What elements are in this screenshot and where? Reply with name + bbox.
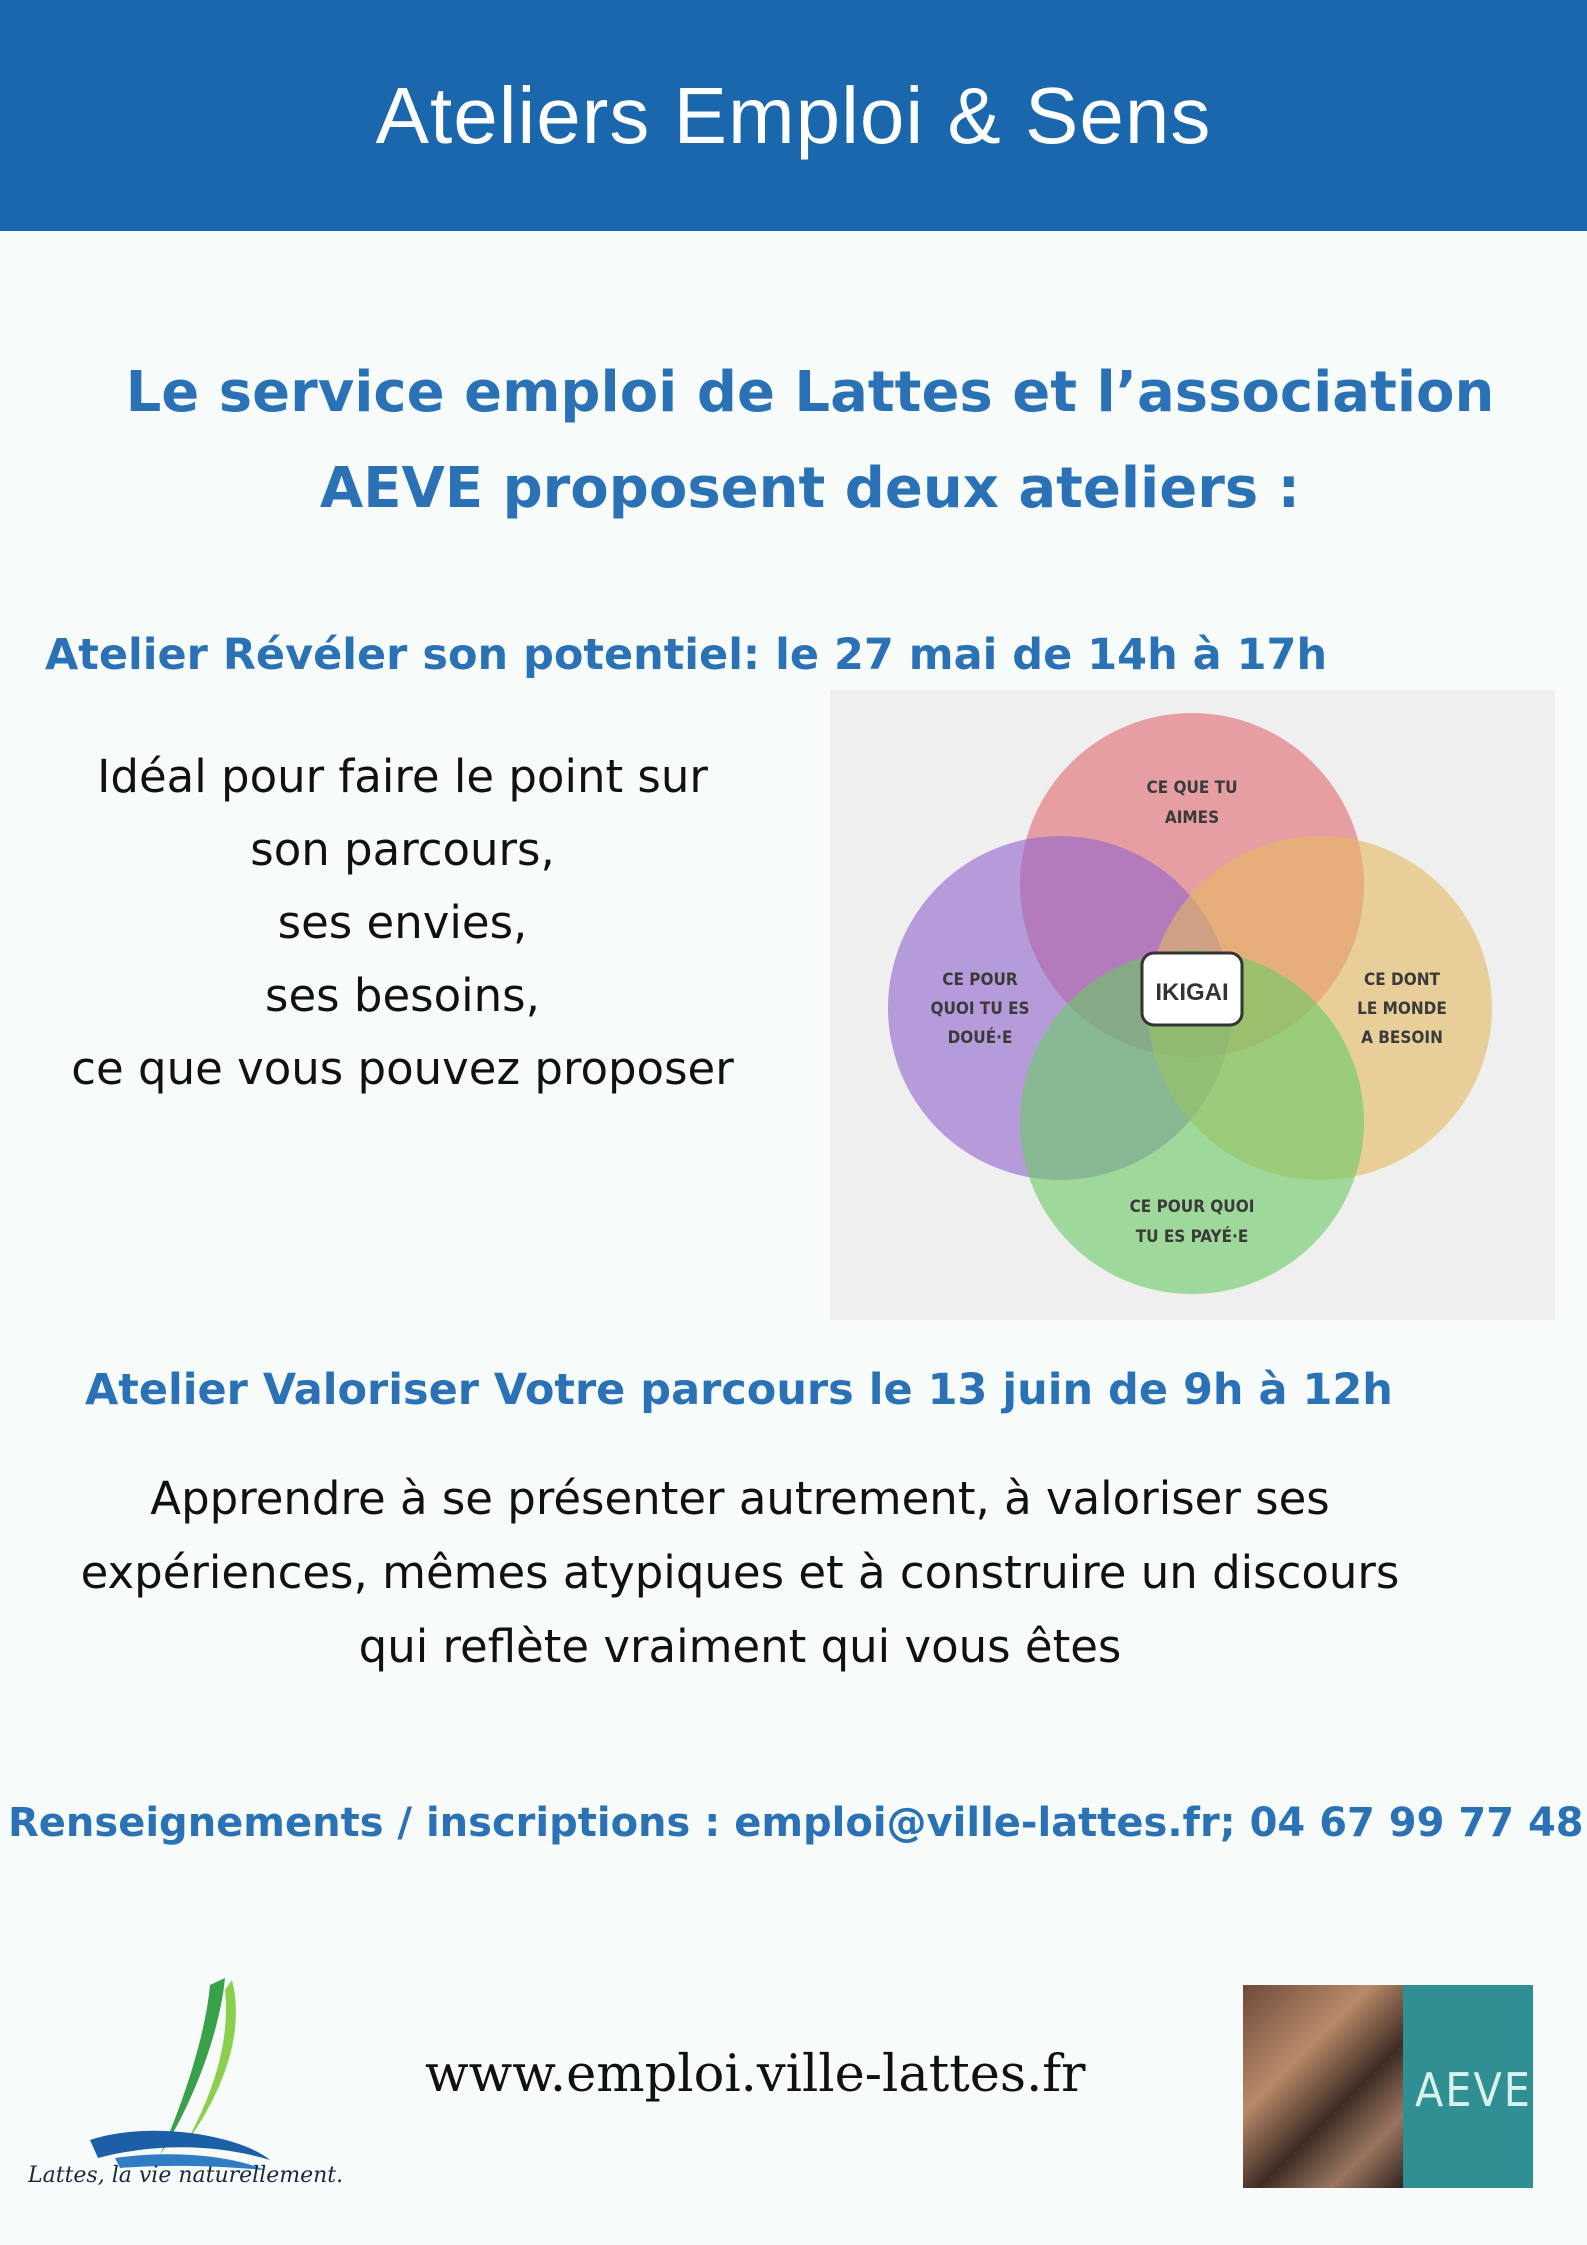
workshop-2-title: Atelier Valoriser Votre parcours le 13 juin de 9h à 12h bbox=[85, 1365, 1393, 1415]
page-header bbox=[0, 0, 1587, 231]
lattes-slogan: Lattes, la vie naturellement. bbox=[28, 2163, 344, 2188]
intro-heading bbox=[60, 345, 1560, 537]
intro-line-2: AEVE proposent deux ateliers : bbox=[319, 456, 1301, 521]
workshop-1-line: Idéal pour faire le point sur bbox=[97, 750, 708, 803]
workshop-1-line: ses besoins, bbox=[265, 969, 540, 1022]
aeve-photo bbox=[1243, 1985, 1403, 2188]
workshop-2-line: expériences, mêmes atypiques et à construire un discours bbox=[80, 1546, 1400, 1599]
ikigai-diagram bbox=[830, 690, 1555, 1320]
workshop-1-line: ses envies, bbox=[277, 896, 528, 949]
lattes-logo-green-stroke bbox=[160, 1978, 225, 2155]
ikigai-right-line-3: A BESOIN bbox=[1361, 1028, 1443, 1048]
workshop-1-line: son parcours, bbox=[250, 823, 555, 876]
workshop-1-title: Atelier Révéler son potentiel: le 27 mai de 14h à 17h bbox=[45, 630, 1328, 680]
workshop-1-line: ce que vous pouvez proposer bbox=[71, 1042, 734, 1095]
contact-info: Renseignements / inscriptions : emploi@ville-lattes.fr; 04 67 99 77 48 bbox=[8, 1800, 1584, 1846]
workshop-2-line: qui reflète vraiment qui vous êtes bbox=[358, 1620, 1122, 1673]
aeve-logo-text: AEVE bbox=[1415, 2063, 1532, 2117]
workshop-2-description bbox=[0, 1462, 1480, 1684]
ikigai-left-line-1: CE POUR bbox=[942, 970, 1018, 990]
workshop-1-description bbox=[30, 740, 775, 1105]
ikigai-center-label: IKIGAI bbox=[1155, 979, 1229, 1006]
ikigai-right-line-2: LE MONDE bbox=[1357, 999, 1447, 1019]
ikigai-left-line-3: DOUÉ·E bbox=[947, 1028, 1013, 1048]
ikigai-right-line-1: CE DONT bbox=[1364, 970, 1440, 990]
aeve-logo bbox=[1243, 1985, 1533, 2188]
ikigai-left-line-2: QUOI TU ES bbox=[930, 999, 1030, 1019]
workshop-2-line: Apprendre à se présenter autrement, à valoriser ses bbox=[150, 1472, 1330, 1525]
website-link[interactable]: www.emploi.ville-lattes.fr bbox=[425, 2045, 1086, 2104]
ikigai-bottom-line-1: CE POUR QUOI bbox=[1129, 1197, 1255, 1217]
ikigai-top-line-1: CE QUE TU bbox=[1146, 778, 1238, 798]
ikigai-top-line-2: AIMES bbox=[1164, 808, 1220, 828]
page-title: Ateliers Emploi & Sens bbox=[375, 70, 1212, 160]
ikigai-bottom-line-2: TU ES PAYÉ·E bbox=[1135, 1227, 1249, 1247]
intro-line-1: Le service emploi de Lattes et l’association bbox=[125, 360, 1495, 425]
